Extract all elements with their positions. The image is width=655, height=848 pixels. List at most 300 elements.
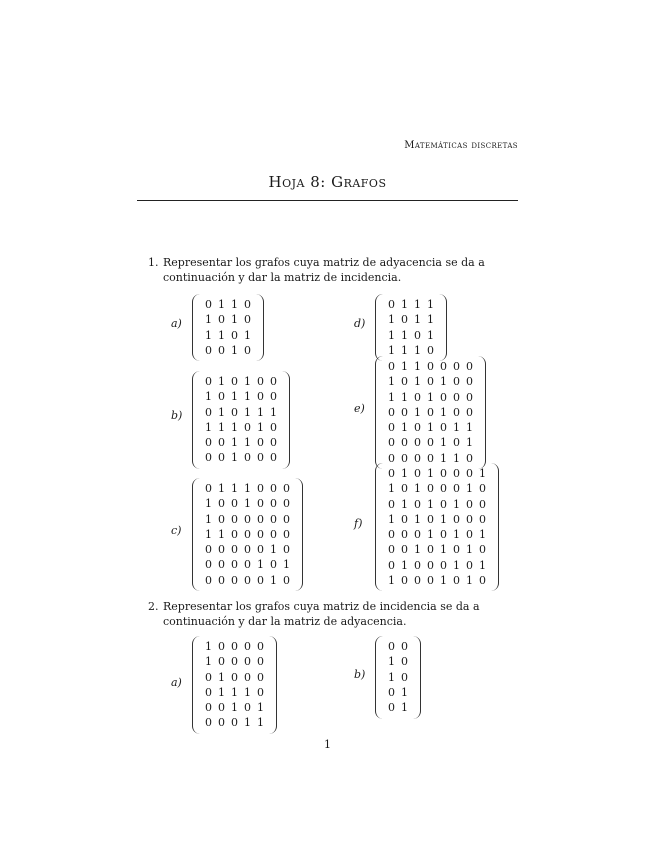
matrix-cell: 1	[414, 313, 421, 327]
matrix-cell: 0	[388, 558, 395, 572]
matrix-cell: 0	[205, 298, 212, 311]
matrix-cell: 0	[401, 655, 408, 669]
matrix-cell: 0	[231, 558, 238, 572]
matrix-row	[385, 558, 489, 573]
matrix-row	[385, 328, 437, 343]
matrix-cell: 0	[270, 497, 277, 511]
matrix-cell: 0	[388, 685, 395, 699]
matrix-row	[202, 450, 280, 465]
matrix-cell: 1	[453, 528, 460, 542]
matrix-cell: 0	[231, 716, 238, 730]
matrix-cell: 1	[257, 558, 264, 572]
matrix-cell: 0	[440, 558, 447, 572]
matrix-cell: 0	[231, 640, 238, 653]
matrix-cell: 1	[244, 497, 251, 511]
matrix-cell: 1	[401, 497, 408, 511]
matrix-cell: 0	[270, 390, 277, 404]
matrix-cell: 1	[205, 390, 212, 404]
matrix-cell: 1	[401, 558, 408, 572]
matrix-row	[202, 512, 293, 527]
matrix-cell: 0	[231, 543, 238, 557]
matrix-cell: 1	[401, 685, 408, 699]
incidence-matrix-a	[192, 636, 277, 734]
matrix-cell: 0	[388, 298, 395, 311]
matrix-cell: 0	[414, 328, 421, 342]
right-parenthesis	[295, 478, 303, 591]
matrix-cell: 0	[257, 527, 264, 541]
page-number: 1	[324, 738, 331, 751]
matrix-cell: 1	[205, 527, 212, 541]
matrix-cell: 0	[401, 313, 408, 327]
matrix-cell: 0	[401, 543, 408, 557]
right-parenthesis	[282, 371, 290, 469]
matrix-row	[385, 390, 476, 405]
matrix-cell: 1	[205, 497, 212, 511]
matrix-cell: 1	[401, 467, 408, 480]
right-parenthesis	[269, 636, 277, 734]
matrix-cell: 0	[244, 701, 251, 715]
left-parenthesis	[375, 636, 383, 719]
matrix-cell: 0	[479, 497, 486, 511]
matrix-cell: 0	[257, 375, 264, 388]
item-label: b)	[354, 668, 366, 681]
matrix-cell: 1	[257, 405, 264, 419]
matrix-cell: 0	[244, 512, 251, 526]
matrix-cell: 0	[401, 405, 408, 419]
matrix-cell: 1	[244, 685, 251, 699]
matrix-cell: 0	[283, 482, 290, 495]
adjacency-matrix-e	[375, 356, 486, 469]
matrix-cell: 0	[205, 436, 212, 450]
adjacency-matrix-c	[192, 478, 303, 591]
matrix-cell: 0	[388, 640, 395, 653]
matrix-cell: 1	[244, 375, 251, 388]
matrix-cell: 0	[414, 558, 421, 572]
matrix-cell: 1	[427, 313, 434, 327]
matrix-row	[202, 297, 254, 312]
matrix-cell: 0	[453, 574, 460, 588]
matrix-cell: 0	[401, 375, 408, 389]
matrix-cell: 0	[414, 574, 421, 588]
matrix-row	[385, 405, 476, 420]
matrix-cell: 0	[466, 497, 473, 511]
matrix-cell: 1	[218, 405, 225, 419]
matrix-row	[385, 527, 489, 542]
matrix-cell: 1	[414, 405, 421, 419]
matrix-cell: 1	[231, 701, 238, 715]
matrix-cell: 0	[414, 497, 421, 511]
matrix-row	[202, 420, 280, 435]
matrix-row	[202, 639, 267, 654]
matrix-cell: 1	[401, 390, 408, 404]
matrix-cell: 1	[479, 558, 486, 572]
matrix-cell: 1	[231, 390, 238, 404]
matrix-cell: 0	[244, 420, 251, 434]
matrix-row	[385, 542, 489, 557]
matrix-cell: 0	[388, 543, 395, 557]
matrix-cell: 1	[401, 701, 408, 715]
matrix-row	[202, 312, 254, 327]
matrix-cell: 0	[205, 573, 212, 587]
matrix-cell: 0	[257, 655, 264, 669]
adjacency-matrix-b	[192, 371, 290, 469]
matrix-cell: 0	[466, 528, 473, 542]
matrix-cell: 0	[244, 343, 251, 357]
matrix-cell: 0	[257, 685, 264, 699]
matrix-cell: 1	[205, 420, 212, 434]
matrix-cell: 0	[205, 716, 212, 730]
matrix-cell: 1	[401, 343, 408, 357]
matrix-cell: 0	[231, 527, 238, 541]
matrix-cell: 0	[440, 421, 447, 435]
matrix-cell: 1	[218, 298, 225, 311]
matrix-cell: 1	[218, 670, 225, 684]
problem-text: Representar los grafos cuya matriz de adyacencia se da a continuación y dar la matriz de incidencia.	[163, 256, 485, 284]
matrix-cell: 1	[440, 375, 447, 389]
matrix-cell: 1	[205, 313, 212, 327]
matrix-row	[385, 466, 489, 481]
matrix-cell: 1	[401, 360, 408, 373]
matrix-cell: 0	[231, 670, 238, 684]
matrix-cell: 1	[453, 451, 460, 465]
matrix-row	[202, 573, 293, 588]
matrix-cell: 0	[270, 436, 277, 450]
matrix-cell: 1	[388, 670, 395, 684]
matrix-cell: 1	[388, 313, 395, 327]
matrix-cell: 1	[388, 512, 395, 526]
matrix-cell: 0	[283, 497, 290, 511]
matrix-cell: 0	[257, 390, 264, 404]
matrix-cell: 1	[388, 574, 395, 588]
matrix-cell: 0	[466, 467, 473, 480]
left-parenthesis	[375, 356, 383, 469]
matrix-cell: 0	[453, 467, 460, 480]
matrix-row	[202, 527, 293, 542]
matrix-row	[385, 700, 411, 715]
matrix-row	[385, 685, 411, 700]
matrix-cell: 0	[218, 543, 225, 557]
matrix-cell: 0	[270, 375, 277, 388]
matrix-cell: 1	[270, 573, 277, 587]
matrix-grid	[202, 639, 267, 731]
matrix-cell: 0	[479, 574, 486, 588]
matrix-grid	[202, 481, 293, 588]
matrix-row	[385, 670, 411, 685]
title-rule	[137, 200, 518, 201]
matrix-cell: 1	[218, 420, 225, 434]
matrix-cell: 0	[218, 716, 225, 730]
matrix-row	[385, 435, 476, 450]
matrix-cell: 0	[401, 640, 408, 653]
matrix-cell: 1	[440, 512, 447, 526]
matrix-cell: 0	[231, 655, 238, 669]
matrix-cell: 0	[270, 527, 277, 541]
matrix-cell: 0	[427, 375, 434, 389]
matrix-cell: 0	[218, 655, 225, 669]
matrix-cell: 1	[440, 574, 447, 588]
matrix-cell: 1	[414, 298, 421, 311]
matrix-row	[385, 497, 489, 512]
matrix-cell: 0	[388, 405, 395, 419]
adjacency-matrix-d	[375, 294, 447, 361]
matrix-cell: 0	[231, 405, 238, 419]
matrix-cell: 0	[466, 451, 473, 465]
problem-2-statement	[148, 599, 520, 629]
left-parenthesis	[192, 371, 200, 469]
matrix-cell: 0	[231, 375, 238, 388]
matrix-cell: 0	[257, 670, 264, 684]
matrix-cell: 0	[205, 451, 212, 465]
matrix-cell: 0	[427, 436, 434, 450]
left-parenthesis	[192, 478, 200, 591]
matrix-cell: 1	[205, 328, 212, 342]
matrix-cell: 1	[231, 343, 238, 357]
matrix-cell: 0	[427, 558, 434, 572]
matrix-cell: 1	[244, 436, 251, 450]
matrix-cell: 1	[244, 328, 251, 342]
matrix-cell: 1	[218, 685, 225, 699]
matrix-row	[385, 297, 437, 312]
matrix-cell: 0	[205, 558, 212, 572]
matrix-cell: 0	[388, 497, 395, 511]
matrix-cell: 0	[427, 574, 434, 588]
matrix-cell: 0	[218, 390, 225, 404]
matrix-cell: 1	[453, 558, 460, 572]
right-parenthesis	[413, 636, 421, 719]
matrix-cell: 0	[218, 701, 225, 715]
matrix-cell: 0	[257, 482, 264, 495]
matrix-cell: 0	[427, 512, 434, 526]
matrix-cell: 1	[388, 390, 395, 404]
problem-text: Representar los grafos cuya matriz de incidencia se da a continuación y dar la matriz de adyacencia.	[163, 600, 480, 628]
matrix-cell: 0	[388, 528, 395, 542]
matrix-row	[202, 542, 293, 557]
matrix-row	[202, 685, 267, 700]
right-parenthesis	[439, 294, 447, 361]
matrix-cell: 1	[479, 467, 486, 480]
matrix-grid	[385, 466, 489, 588]
matrix-row	[202, 343, 254, 358]
matrix-cell: 0	[270, 420, 277, 434]
matrix-row	[202, 700, 267, 715]
problem-number: 2.	[148, 600, 159, 613]
matrix-cell: 0	[283, 512, 290, 526]
matrix-row	[385, 512, 489, 527]
item-label: b)	[171, 409, 183, 422]
matrix-row	[385, 359, 476, 374]
matrix-cell: 1	[440, 405, 447, 419]
matrix-cell: 0	[414, 390, 421, 404]
matrix-cell: 1	[283, 558, 290, 572]
matrix-cell: 1	[270, 543, 277, 557]
matrix-cell: 0	[218, 343, 225, 357]
matrix-cell: 1	[257, 420, 264, 434]
matrix-cell: 1	[231, 451, 238, 465]
matrix-cell: 0	[283, 527, 290, 541]
matrix-cell: 0	[440, 360, 447, 373]
matrix-grid	[202, 297, 254, 358]
sheet-title: Hoja 8: Grafos	[268, 173, 387, 191]
matrix-cell: 1	[440, 543, 447, 557]
matrix-cell: 1	[218, 375, 225, 388]
matrix-cell: 1	[414, 512, 421, 526]
adjacency-matrix-a	[192, 294, 264, 361]
matrix-cell: 0	[218, 436, 225, 450]
matrix-cell: 1	[257, 701, 264, 715]
matrix-cell: 1	[231, 436, 238, 450]
matrix-cell: 0	[401, 482, 408, 496]
matrix-row	[202, 557, 293, 572]
matrix-cell: 1	[414, 543, 421, 557]
matrix-cell: 1	[427, 298, 434, 311]
matrix-row	[385, 420, 476, 435]
matrix-cell: 0	[479, 543, 486, 557]
matrix-cell: 1	[244, 405, 251, 419]
matrix-cell: 0	[205, 482, 212, 495]
matrix-cell: 0	[453, 436, 460, 450]
problem-1-statement	[148, 255, 520, 285]
matrix-cell: 0	[401, 528, 408, 542]
matrix-cell: 0	[401, 512, 408, 526]
matrix-row	[385, 312, 437, 327]
matrix-row	[202, 715, 267, 730]
matrix-cell: 0	[427, 360, 434, 373]
item-label: c)	[171, 524, 182, 537]
matrix-cell: 0	[218, 558, 225, 572]
matrix-cell: 1	[231, 298, 238, 311]
matrix-cell: 1	[453, 497, 460, 511]
matrix-cell: 1	[427, 390, 434, 404]
matrix-cell: 0	[466, 360, 473, 373]
matrix-cell: 1	[414, 375, 421, 389]
matrix-cell: 0	[257, 436, 264, 450]
matrix-cell: 1	[414, 482, 421, 496]
matrix-cell: 0	[440, 528, 447, 542]
matrix-cell: 0	[244, 573, 251, 587]
item-label: d)	[354, 317, 366, 330]
matrix-cell: 1	[427, 421, 434, 435]
matrix-cell: 0	[244, 670, 251, 684]
matrix-row	[385, 654, 411, 669]
matrix-cell: 0	[479, 482, 486, 496]
matrix-cell: 0	[205, 685, 212, 699]
matrix-cell: 1	[257, 716, 264, 730]
matrix-cell: 0	[205, 375, 212, 388]
matrix-cell: 0	[257, 451, 264, 465]
matrix-cell: 1	[427, 528, 434, 542]
matrix-cell: 1	[388, 482, 395, 496]
matrix-cell: 0	[205, 343, 212, 357]
matrix-grid	[385, 359, 476, 466]
matrix-cell: 1	[401, 421, 408, 435]
matrix-cell: 0	[414, 467, 421, 480]
matrix-cell: 0	[244, 313, 251, 327]
matrix-cell: 0	[453, 390, 460, 404]
matrix-cell: 0	[244, 543, 251, 557]
matrix-row	[202, 389, 280, 404]
matrix-cell: 0	[427, 343, 434, 357]
matrix-cell: 1	[231, 313, 238, 327]
matrix-cell: 0	[270, 512, 277, 526]
right-parenthesis	[491, 463, 499, 591]
matrix-grid	[385, 639, 411, 715]
matrix-row	[202, 496, 293, 511]
matrix-cell: 0	[231, 328, 238, 342]
matrix-cell: 1	[218, 527, 225, 541]
matrix-cell: 1	[427, 467, 434, 480]
matrix-cell: 1	[401, 328, 408, 342]
matrix-cell: 0	[257, 512, 264, 526]
matrix-cell: 0	[453, 360, 460, 373]
matrix-cell: 0	[453, 543, 460, 557]
matrix-cell: 0	[401, 436, 408, 450]
matrix-row	[385, 573, 489, 588]
matrix-cell: 1	[466, 543, 473, 557]
matrix-cell: 0	[257, 640, 264, 653]
matrix-cell: 0	[244, 655, 251, 669]
matrix-cell: 0	[414, 421, 421, 435]
matrix-cell: 0	[414, 451, 421, 465]
problem-number: 1.	[148, 256, 159, 269]
matrix-cell: 0	[466, 405, 473, 419]
matrix-row	[202, 405, 280, 420]
matrix-cell: 0	[244, 640, 251, 653]
matrix-row	[202, 374, 280, 389]
matrix-cell: 0	[231, 497, 238, 511]
matrix-cell: 1	[244, 390, 251, 404]
matrix-cell: 0	[231, 512, 238, 526]
left-parenthesis	[192, 636, 200, 734]
item-label: a)	[171, 676, 182, 689]
matrix-cell: 1	[466, 482, 473, 496]
matrix-cell: 1	[244, 482, 251, 495]
matrix-cell: 0	[401, 574, 408, 588]
matrix-row	[202, 670, 267, 685]
matrix-cell: 1	[218, 482, 225, 495]
matrix-cell: 0	[427, 543, 434, 557]
matrix-cell: 0	[270, 482, 277, 495]
course-name: Matemáticas discretas	[404, 140, 518, 151]
matrix-cell: 1	[388, 328, 395, 342]
matrix-cell: 1	[244, 716, 251, 730]
matrix-cell: 0	[270, 558, 277, 572]
matrix-cell: 0	[218, 573, 225, 587]
matrix-cell: 1	[401, 298, 408, 311]
matrix-cell: 1	[218, 328, 225, 342]
matrix-cell: 0	[388, 467, 395, 480]
matrix-row	[385, 639, 411, 654]
left-parenthesis	[192, 294, 200, 361]
matrix-cell: 0	[218, 313, 225, 327]
matrix-cell: 1	[205, 512, 212, 526]
matrix-row	[202, 435, 280, 450]
matrix-cell: 0	[218, 497, 225, 511]
matrix-row	[202, 328, 254, 343]
matrix-cell: 1	[388, 655, 395, 669]
matrix-cell: 0	[218, 640, 225, 653]
matrix-cell: 0	[205, 670, 212, 684]
matrix-row	[385, 374, 476, 389]
matrix-cell: 0	[283, 573, 290, 587]
matrix-cell: 0	[427, 405, 434, 419]
item-label: a)	[171, 317, 182, 330]
matrix-cell: 0	[218, 451, 225, 465]
matrix-cell: 0	[440, 482, 447, 496]
matrix-cell: 0	[231, 573, 238, 587]
matrix-cell: 0	[257, 573, 264, 587]
matrix-cell: 0	[440, 467, 447, 480]
matrix-cell: 1	[231, 420, 238, 434]
